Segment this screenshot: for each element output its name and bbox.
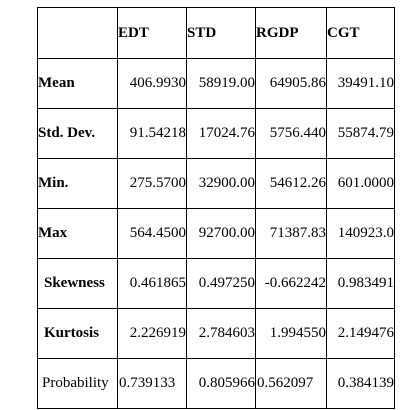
table-cell: 0.384139 [327, 359, 395, 409]
table-cell: 2.784603 [187, 309, 256, 359]
table-cell: 0.739133 [118, 359, 187, 409]
header-cell-rgdp: RGDP [256, 8, 327, 59]
table-cell: 64905.86 [256, 59, 327, 109]
table-cell: 71387.83 [256, 209, 327, 259]
table-cell: 140923.0 [327, 209, 395, 259]
row-label: Max [38, 209, 118, 259]
table-header-row [38, 8, 395, 59]
table-cell: 0.983491 [327, 259, 395, 309]
row-label: Probability [38, 359, 118, 409]
table-cell: 275.5700 [118, 159, 187, 209]
table-row-probability [38, 359, 395, 409]
table-cell: 2.149476 [327, 309, 395, 359]
table-cell: 91.54218 [118, 109, 187, 159]
table-cell: 58919.00 [187, 59, 256, 109]
table-cell: 564.4500 [118, 209, 187, 259]
table-row-min [38, 159, 395, 209]
row-label: Kurtosis [38, 309, 118, 359]
table-cell: -0.662242 [256, 259, 327, 309]
row-label: Std. Dev. [38, 109, 118, 159]
table-cell: 406.9930 [118, 59, 187, 109]
table-cell: 601.0000 [327, 159, 395, 209]
table-cell: 2.226919 [118, 309, 187, 359]
header-cell-edt: EDT [118, 8, 187, 59]
header-corner-cell [38, 8, 118, 59]
table-cell: 0.805966 [187, 359, 256, 409]
table-cell: 55874.79 [327, 109, 395, 159]
table-cell: 54612.26 [256, 159, 327, 209]
table-cell: 1.994550 [256, 309, 327, 359]
row-label: Min. [38, 159, 118, 209]
row-label: Skewness [38, 259, 118, 309]
table-row-std-dev [38, 109, 395, 159]
row-label: Mean [38, 59, 118, 109]
table-cell: 39491.10 [327, 59, 395, 109]
table-row-max [38, 209, 395, 259]
table-cell: 0.461865 [118, 259, 187, 309]
header-cell-std: STD [187, 8, 256, 59]
table-row-mean [38, 59, 395, 109]
table-row-kurtosis [38, 309, 395, 359]
table-cell: 0.497250 [187, 259, 256, 309]
header-cell-cgt: CGT [327, 8, 395, 59]
table-cell: 92700.00 [187, 209, 256, 259]
table-cell: 32900.00 [187, 159, 256, 209]
table-cell: 17024.76 [187, 109, 256, 159]
table-cell: 0.562097 [256, 359, 327, 409]
descriptive-statistics-table [37, 7, 395, 409]
table-row-skewness [38, 259, 395, 309]
table-cell: 5756.440 [256, 109, 327, 159]
